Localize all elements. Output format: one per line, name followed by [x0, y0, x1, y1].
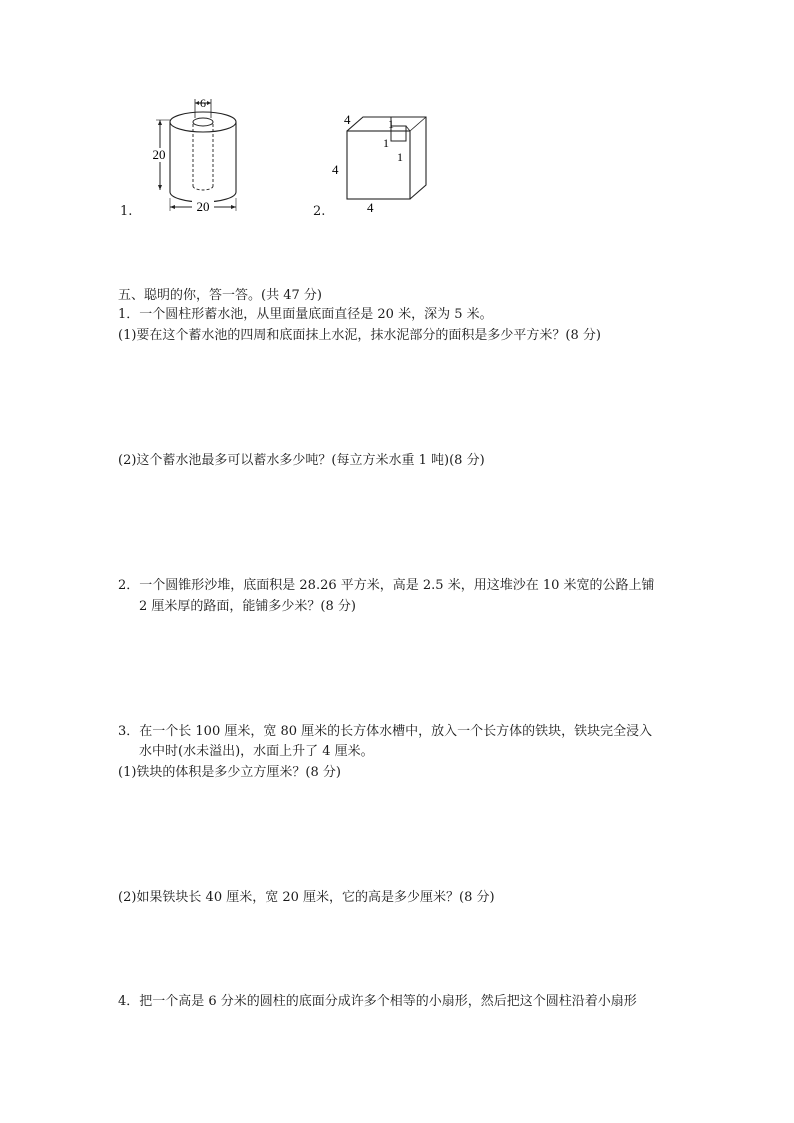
hollow-cylinder-figure — [148, 94, 248, 216]
q3-part1: (1)铁块的体积是多少立方厘米？(8 分) — [118, 765, 341, 780]
q1-stem: 1．一个圆柱形蓄水池，从里面量底面直径是 20 米，深为 5 米。 — [118, 307, 493, 322]
height-label: 20 — [152, 147, 166, 162]
q4-line1: 4．把一个高是 6 分米的圆柱的底面分成许多个相等的小扇形，然后把这个圆柱沿着小扇形 — [118, 994, 637, 1009]
q3-line1: 3．在一个长 100 厘米，宽 80 厘米的长方体水槽中，放入一个长方体的铁块，铁块完全浸入 — [118, 724, 653, 739]
notch-left-label: 1 — [383, 136, 389, 150]
q2-line2: 2 厘米厚的路面，能铺多少米？(8 分) — [139, 599, 356, 614]
figure-1-number: 1. — [120, 204, 133, 219]
notched-cube-figure — [330, 108, 442, 216]
q3-line2: 水中时(水未溢出)，水面上升了 4 厘米。 — [139, 744, 374, 759]
top-left-edge-label: 4 — [344, 112, 351, 127]
bottom-edge-label: 4 — [367, 200, 374, 215]
notch-top-label: 1 — [388, 117, 394, 131]
q3-part2: (2)如果铁块长 40 厘米，宽 20 厘米，它的高是多少厘米？(8 分) — [118, 890, 495, 905]
q1-part1: (1)要在这个蓄水池的四周和底面抹上水泥，抹水泥部分的面积是多少平方米？(8 分) — [118, 328, 601, 343]
inner-diameter-label: 6 — [200, 96, 206, 110]
notch-right-label: 1 — [397, 150, 403, 164]
section-title: 五、聪明的你，答一答。(共 47 分) — [118, 288, 322, 303]
q2-line1: 2．一个圆锥形沙堆，底面积是 28.26 平方米，高是 2.5 米，用这堆沙在 10 米宽的公路上铺 — [118, 578, 655, 593]
outer-diameter-label: 20 — [196, 199, 210, 214]
q1-part2: (2)这个蓄水池最多可以蓄水多少吨？(每立方米水重 1 吨)(8 分) — [118, 453, 485, 468]
figure-2-number: 2. — [313, 204, 326, 219]
left-edge-label: 4 — [332, 162, 339, 177]
